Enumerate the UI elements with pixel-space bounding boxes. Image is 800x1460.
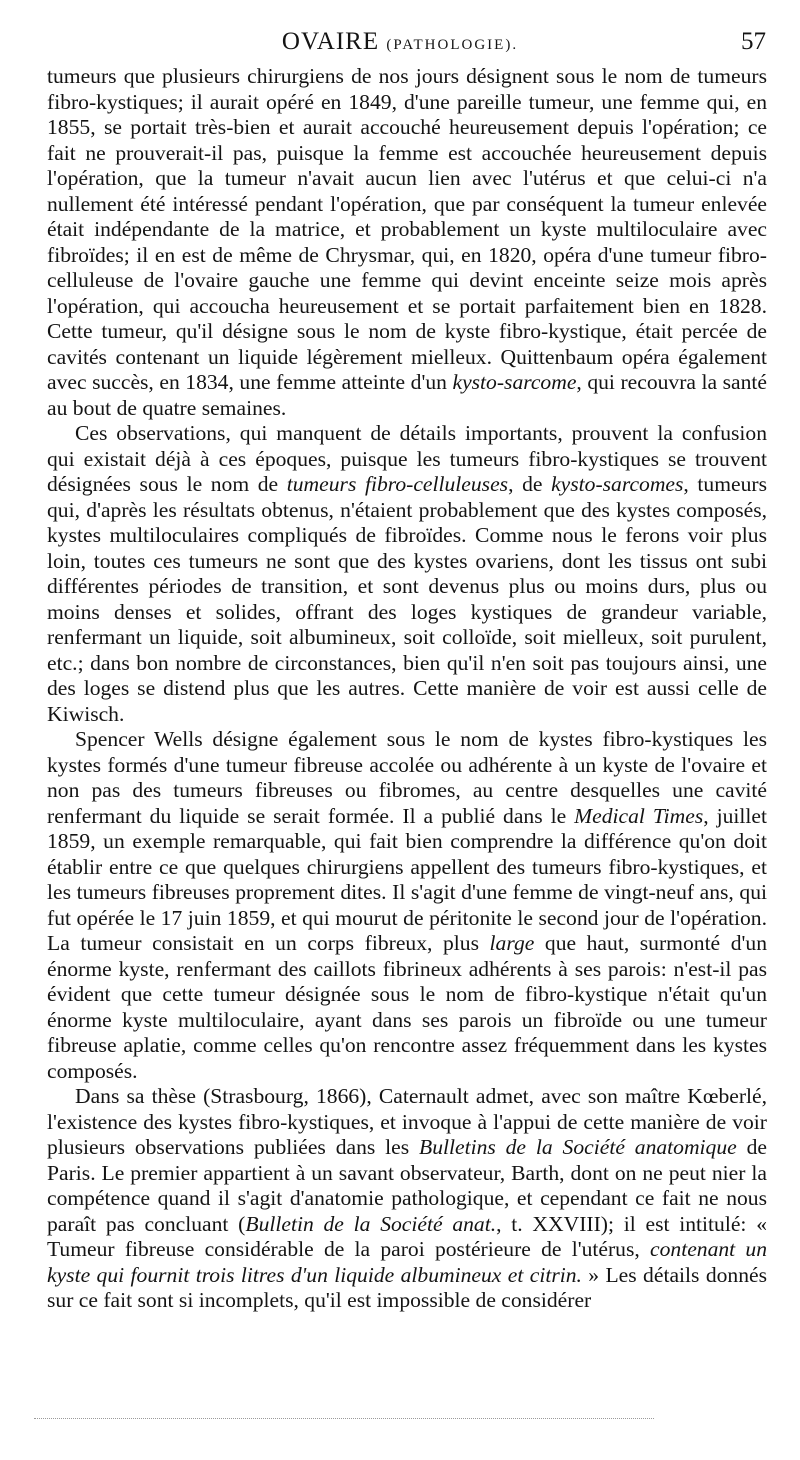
body-text [47,64,767,1314]
text-run: , t. XXVIII); il est intitulé: « Tumeur fibreuse considérable de la paroi postérieure de l'utérus, [47,1211,767,1261]
text-run: , de [508,472,552,496]
text-run: Dans sa thèse (Strasbourg, 1866), Caternault admet, avec son maître Kœberlé, l'existence des kystes fibro-kystiques, et invoque à l'appui de cette manière de voir plusieurs observations publiées dans les [47,1084,767,1159]
running-title-main: OVAIRE [281,28,380,55]
paragraph [47,421,767,727]
text-run: » Les détails donnés sur ce fait sont si incomplets, qu'il est impossible de considérer [47,1262,767,1312]
text-run: Ces observations, qui manquent de détails importants, prouvent la confusion qui existait déjà à ces époques, puisque les tumeurs fibro-kystiques se trouvent désignées sous le nom de [47,421,767,496]
italic-text: kysto-sarcomes [551,472,684,496]
footer-rule [34,1418,654,1419]
text-run: tumeurs que plusieurs chirurgiens de nos jours désignent sous le nom de tumeurs fibro-kystiques; il aurait opéré en 1849, d'une pareille tumeur, une femme qui, en 1855, se portait très-bien et aurait accouché heureusement depuis l'opération; ce fait ne prouverait-il pas, puisque la femme est accouchée heureusement depuis l'opération, que la tumeur n'avait aucun lien avec l'utérus et que celui-ci n'a nullement été intéressé pendant l'opération, que par conséquent la tumeur enlevée était indépendante de la matrice, et probablement un kyste multiloculaire avec fibroïdes; il en est de même de Chrysmar, qui, en 1820, opéra d'une tumeur fibro-celluleuse de l'ovaire gauche une femme qui devint enceinte seize mois après l'opération, qui accoucha heureusement et se portait parfaitement bien en 1828. Cette tumeur, qu'il désigne sous le nom de kyste fibro-kystique, était percée de cavités contenant un liquide légèrement mielleux. Quittenbaum opéra également avec succès, en 1834, une femme atteinte d'un [47,64,767,394]
paragraph [47,727,767,1084]
italic-text: large [489,931,535,955]
running-header [0,28,800,64]
running-title [0,28,800,56]
italic-text: kysto-sarcome [452,370,577,394]
text-run: , tumeurs qui, d'après les résultats obtenus, n'étaient probablement que des kystes composés, kystes multiloculaires compliqués de fibroïdes. Comme nous le ferons voir plus loin, toutes ces tumeurs ne sont que des kystes ovariens, dont les tissus ont subi différentes périodes de transition, et sont devenus plus ou moins durs, plus ou moins denses et solides, offrant des loges kystiques de grandeur variable, renfermant un liquide, soit albumineux, soit colloïde, soit mielleux, soit purulent, etc.; dans bon nombre de circonstances, bien qu'il n'en soit pas toujours ainsi, une des loges se distend plus que les autres. Cette manière de voir est aussi celle de Kiwisch. [47,472,767,726]
text-run: Spencer Wells désigne également sous le nom de kystes fibro-kystiques les kystes formés d'une tumeur fibreuse accolée ou adhérente à un kyste de l'ovaire et non pas des tumeurs fibreuses ou fibromes, au centre desquelles une cavité renfermant du liquide se serait formée. Il a publié dans le [47,727,767,828]
italic-text: tumeurs fibro-celluleuses [286,472,509,496]
text-run: que haut, surmonté d'un énorme kyste, renfermant des caillots fibrineux adhérents à ses parois: n'est-il pas évident que cette tumeur désignée sous le nom de fibro-kystique n'était qu'un énorme kyste multiloculaire, ayant dans ses parois un fibroïde ou une tumeur fibreuse aplatie, comme celles qu'on rencontre assez fréquemment dans les kystes composés. [47,931,767,1083]
paragraph [47,64,767,421]
italic-text: contenant un kyste qui fournit trois litres d'un liquide albumineux et citrin. [47,1237,767,1287]
text-run: de Paris. Le premier appartient à un savant observateur, Barth, dont on ne peut nier la compétence quand il s'agit d'anatomie pathologique, et cependant ce fait ne nous paraît pas concluant ( [47,1135,767,1236]
italic-text: Medical Times [574,803,704,828]
text-run: , juillet 1859, un exemple remarquable, qui fait bien comprendre la différence qu'on doit établir entre ce que quelques chirurgiens appellent des tumeurs fibro-kystiques, et les tumeurs fibreuses proprement dites. Il s'agit d'une femme de vingt-neuf ans, qui fut opérée le 17 juin 1859, et qui mourut de péritonite le second jour de l'opération. La tumeur consistait en un corps fibreux, plus [47,803,767,955]
page-number: 57 [741,28,766,55]
running-title-subtitle: (PATHOLOGIE). [386,37,519,53]
text-run: , qui recouvra la santé au bout de quatre semaines. [47,370,767,420]
italic-text: Bulletins de la Société anatomique [419,1135,737,1159]
italic-text: Bulletin de la Société anat. [245,1211,497,1236]
paragraph [47,1084,767,1314]
